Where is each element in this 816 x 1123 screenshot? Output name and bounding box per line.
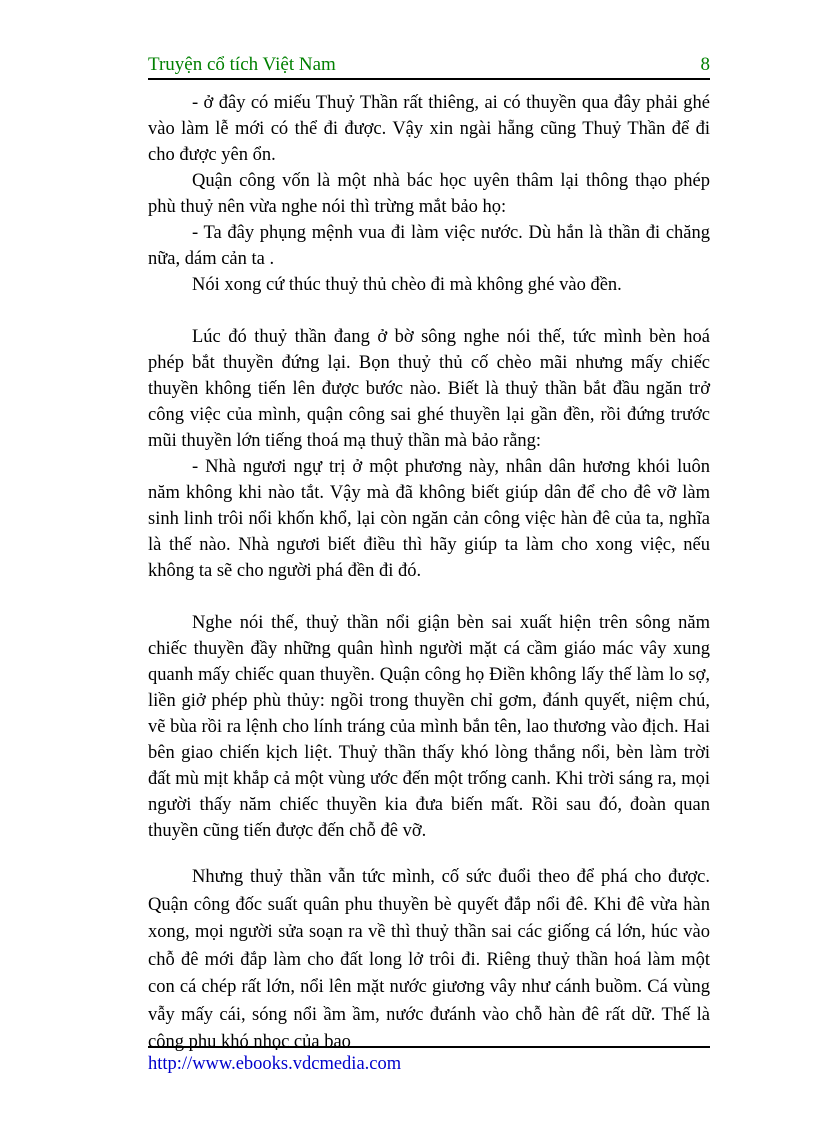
paragraph: Lúc đó thuỷ thần đang ở bờ sông nghe nói thế, tức mình bèn hoá phép bắt thuyền đứng lại. Bọn thuỷ thủ cố chèo mãi nhưng mấy chiếc thuyền không tiến lên được bước nào. Biết là thuỷ thần bắt đầu ngăn trở công việc của mình, quận công sai ghé thuyền lại gần đền, rồi đứng trước mũi thuyền lớn tiếng thoá mạ thuỷ thần mà bảo rằng: <box>148 327 710 451</box>
paragraph: - Nhà ngươi ngự trị ở một phương này, nhân dân hương khói luôn năm không khi nào tắt. Vậy mà đã không biết giúp dân để cho đê vỡ làm sinh linh trôi nổi khốn khổ, lại còn ngăn cản công việc hàn đê của ta, nghĩa là thế nào. Nhà ngươi biết điều thì hãy giúp ta làm cho xong việc, nếu không ta sẽ cho người phá đền đi đó. <box>148 457 710 581</box>
page-footer <box>148 1046 710 1074</box>
paragraph: - Ta đây phụng mệnh vua đi làm việc nước. Dù hắn là thần đi chăng nữa, dám cản ta . <box>148 223 710 269</box>
paragraph-gap <box>148 298 710 324</box>
page-header <box>148 50 710 80</box>
paragraph: Nói xong cứ thúc thuỷ thủ chèo đi mà không ghé vào đền. <box>192 275 622 295</box>
page-body <box>148 90 710 1057</box>
book-title: Truyện cổ tích Việt Nam <box>148 54 336 75</box>
paragraph-gap <box>148 584 710 610</box>
paragraph: - ở đây có miếu Thuỷ Thần rất thiêng, ai có thuyền qua đây phải ghé vào làm lễ mới có thể đi được. Vậy xin ngài hẵng cũng Thuỷ Thần để đi cho được yên ổn. <box>148 93 710 165</box>
page-number: 8 <box>700 54 710 75</box>
paragraph: Nhưng thuỷ thần vẫn tức mình, cố sức đuổi theo để phá cho được. Quận công đốc suất quân phu thuyền bè quyết đắp nổi đê. Khi đê vừa hàn xong, mọi người sửa soạn ra về thì thuỷ thần sai các giống cá lớn, húc vào chỗ đê mới đắp làm cho đất long lở trôi đi. Riêng thuỷ thần hoá làm một con cá chép rất lớn, nổi lên mặt nước giương vây như cánh buồm. Cá vùng vẫy mấy cái, sóng nổi ầm ầm, nước đưánh vào chỗ hàn đê rất dữ. Thế là công phu khó nhọc của bao <box>148 867 710 1052</box>
paragraph-gap <box>148 844 710 864</box>
website-link[interactable]: http://www.ebooks.vdcmedia.com <box>148 1054 402 1074</box>
paragraph: Nghe nói thế, thuỷ thần nổi giận bèn sai xuất hiện trên sông năm chiếc thuyền đầy những quân hình người mặt cá cầm giáo mác vây xung quanh mấy chiếc quan thuyền. Quận công họ Điền không lấy thế làm lo sợ, liền giở phép phù thủy: ngồi trong thuyền chỉ gơm, đánh quyết, niệm chú, vẽ bùa rồi ra lệnh cho lính tráng của mình bắn tên, lao thương vào địch. Hai bên giao chiến kịch liệt. Thuỷ thần thấy khó lòng thắng nổi, bèn làm trời đất mù mịt khắp cả một vùng ước đến một trống canh. Khi trời sáng ra, mọi người thấy năm chiếc thuyền kia đưa biến mất. Rồi sau đó, đoàn quan thuyền cũng tiến được đến chỗ đê vỡ. <box>148 613 710 841</box>
paragraph: Quận công vốn là một nhà bác học uyên thâm lại thông thạo phép phù thuỷ nên vừa nghe nói thì trừng mắt bảo họ: <box>148 171 710 217</box>
